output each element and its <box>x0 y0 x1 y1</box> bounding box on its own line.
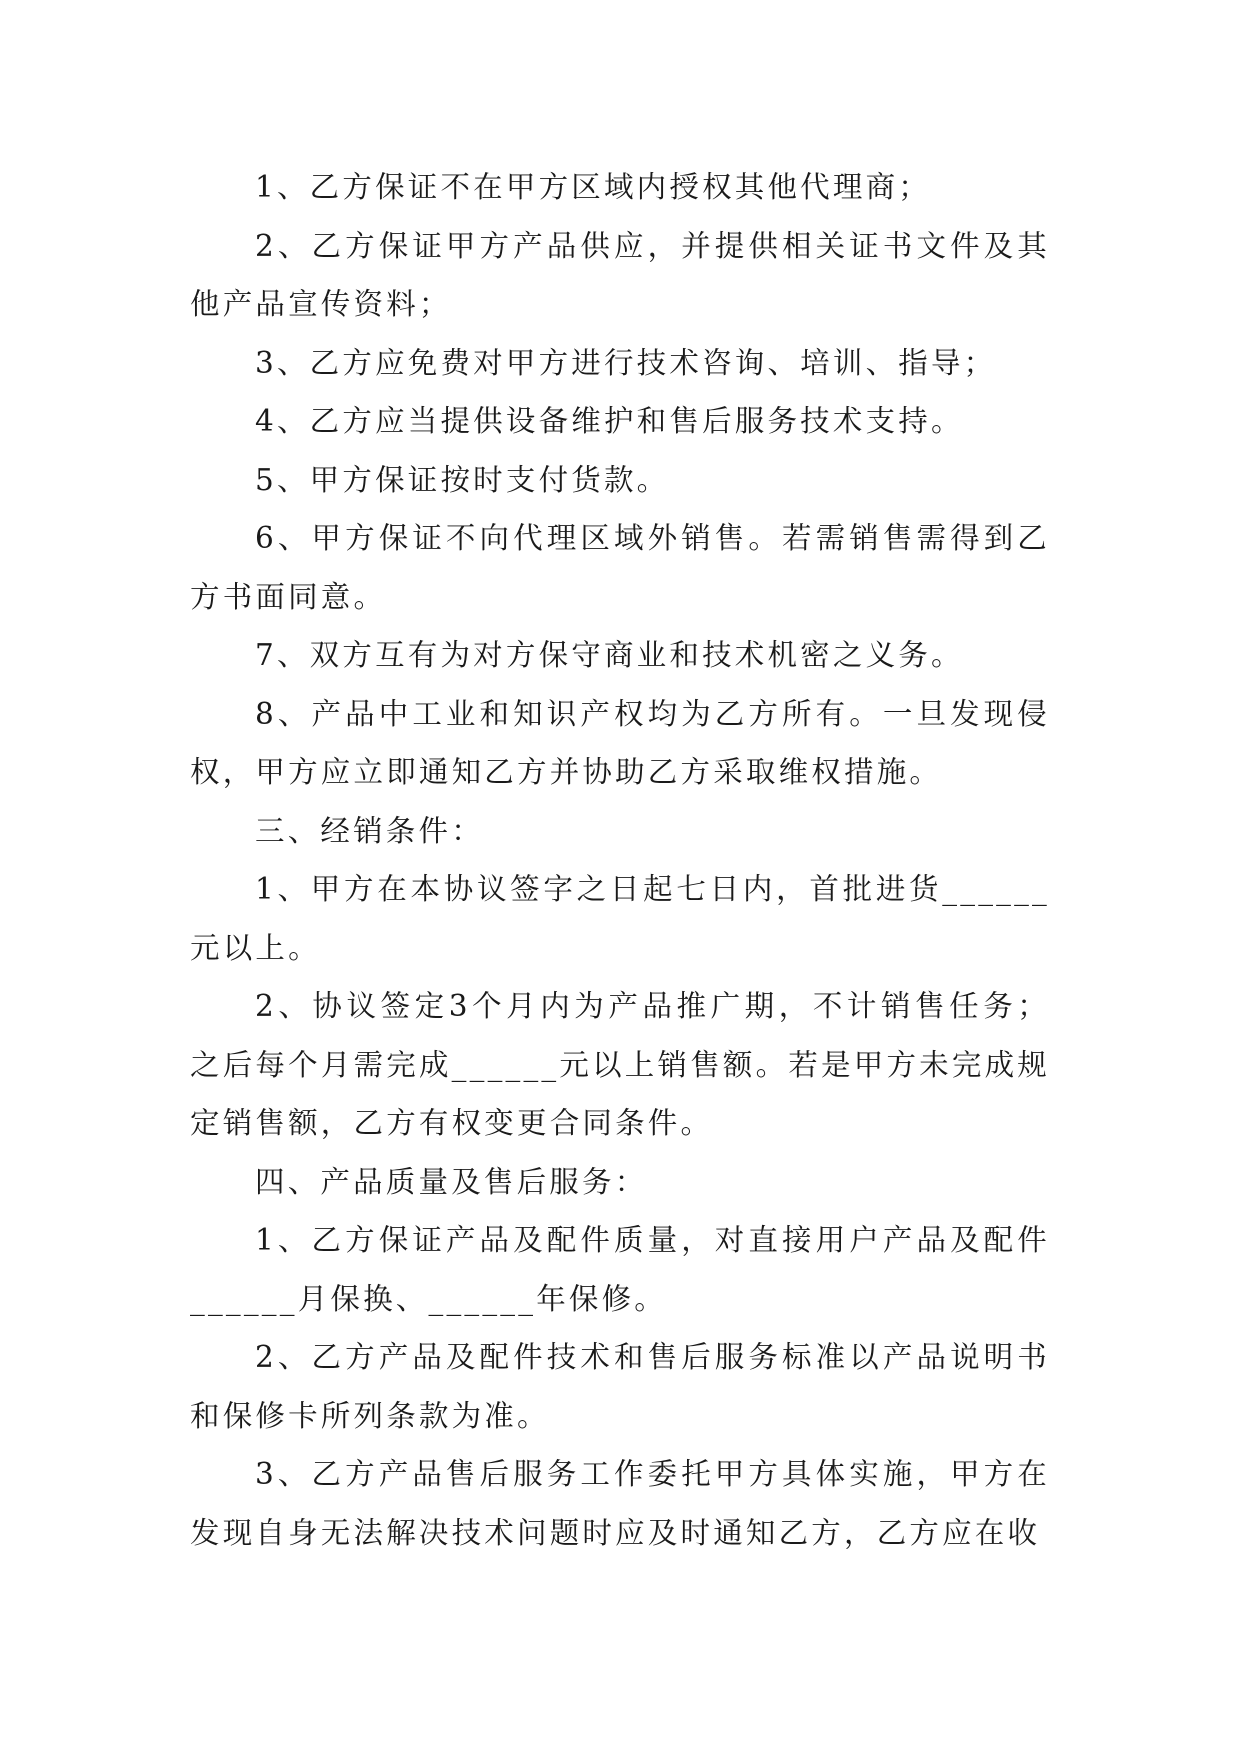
clause-paragraph: 1、甲方在本协议签字之日起七日内，首批进货______元以上。 <box>190 872 1050 965</box>
contract-body <box>190 158 1050 1562</box>
clause-paragraph: 3、乙方应免费对甲方进行技术咨询、培训、指导； <box>255 345 997 380</box>
clause-paragraph: 7、双方互有为对方保守商业和技术机密之义务。 <box>255 638 964 672</box>
clause-paragraph: 8、产品中工业和知识产权均为乙方所有。一旦发现侵权，甲方应立即通知乙方并协助乙方采取维权措施。 <box>190 696 1050 789</box>
clause-paragraph: 3、乙方产品售后服务工作委托甲方具体实施，甲方在发现自身无法解决技术问题时应及时通知乙方，乙方应在收 <box>190 1457 1050 1550</box>
clause-paragraph: 2、乙方产品及配件技术和售后服务标准以产品说明书和保修卡所列条款为准。 <box>190 1340 1050 1433</box>
clause-paragraph: 1、乙方保证产品及配件质量，对直接用户产品及配件______月保换、______年保修。 <box>190 1223 1050 1316</box>
section-heading: 四、产品质量及售后服务： <box>255 1164 648 1199</box>
clause-paragraph: 1、乙方保证不在甲方区域内授权其他代理商； <box>255 170 931 204</box>
section-heading: 三、经销条件： <box>255 813 484 848</box>
clause-paragraph: 4、乙方应当提供设备维护和售后服务技术支持。 <box>255 404 964 438</box>
clause-paragraph: 5、甲方保证按时支付货款。 <box>255 462 670 497</box>
clause-paragraph: 6、甲方保证不向代理区域外销售。若需销售需得到乙方书面同意。 <box>190 521 1050 614</box>
clause-paragraph: 2、乙方保证甲方产品供应，并提供相关证书文件及其他产品宣传资料； <box>190 228 1050 321</box>
clause-paragraph: 2、协议签定3个月内为产品推广期，不计销售任务；之后每个月需完成______元以上销售额。若是甲方未完成规定销售额，乙方有权变更合同条件。 <box>190 989 1050 1140</box>
